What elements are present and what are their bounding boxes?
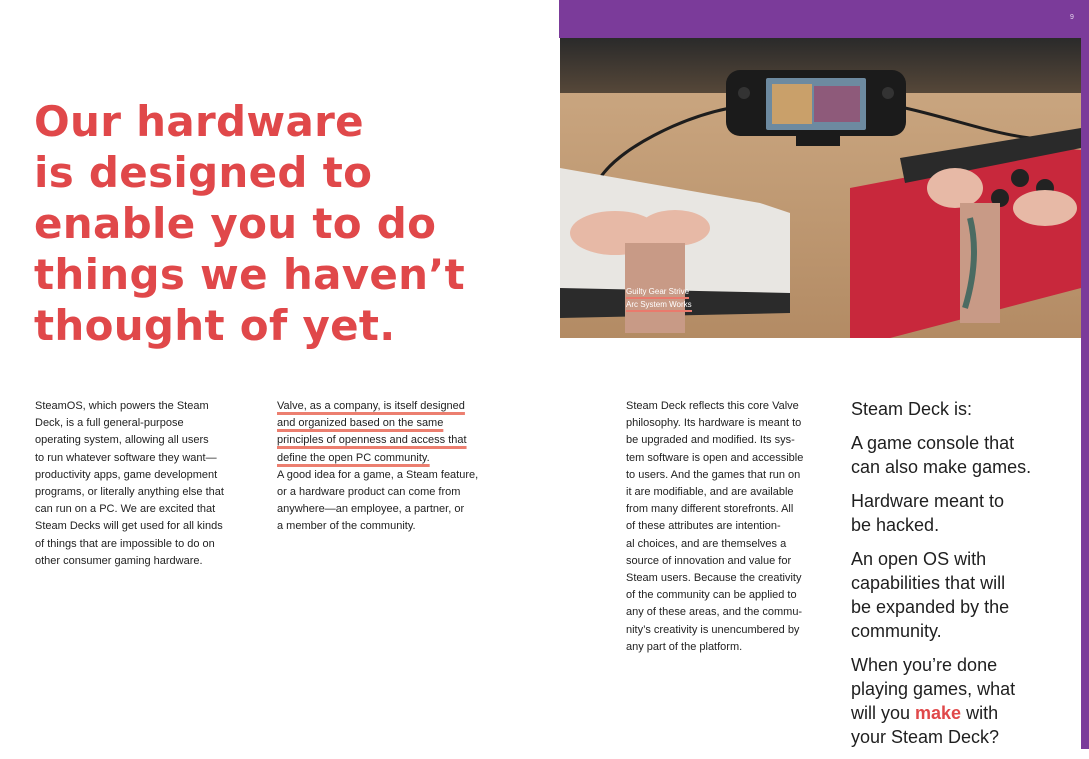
highlight-line: and organized based on the same — [277, 417, 444, 430]
list-item-line: When you’re done — [851, 655, 998, 675]
body-line: anywhere—an employee, a partner, or — [277, 503, 465, 516]
body-line: philosophy. Its hardware is meant to — [626, 417, 802, 430]
highlight-line: define the open PC community. — [277, 451, 430, 464]
body-line: other consumer gaming hardware. — [35, 554, 203, 567]
steam-deck-is-list — [851, 397, 1076, 759]
body-line: can run on a PC. We are excited that — [35, 503, 216, 516]
list-item-line: capabilities that will — [851, 573, 1006, 593]
headline — [34, 96, 514, 351]
list-item-line: can also make games. — [851, 457, 1032, 477]
body-line: of things that are impossible to do on — [35, 537, 215, 550]
body-line: tem software is open and accessible — [626, 451, 804, 464]
body-line: from many different storefronts. All — [626, 503, 794, 516]
body-line: it are modifiable, and are available — [626, 486, 794, 499]
body-line: source of innovation and value for — [626, 554, 792, 567]
list-item — [851, 489, 1076, 537]
steam-deck-photo — [560, 38, 1081, 338]
body-line: to run whatever software they want— — [35, 451, 217, 464]
body-line: Steam users. Because the creativity — [626, 572, 802, 585]
body-column-3 — [626, 398, 831, 656]
body-line: be upgraded and modified. Its sys- — [626, 434, 795, 447]
body-line: operating system, allowing all users — [35, 434, 209, 447]
list-item-line: A game console that — [851, 433, 1015, 453]
body-line: programs, or literally anything else that — [35, 486, 224, 499]
highlight-line: principles of openness and access that — [277, 434, 467, 447]
header-bar — [559, 0, 1089, 38]
list-item-line: Hardware meant to — [851, 491, 1005, 511]
headline-line: things we haven’t — [34, 250, 466, 299]
make-emphasis: make — [915, 703, 962, 723]
headline-line: is designed to — [34, 148, 373, 197]
list-item-line — [851, 701, 1076, 725]
headline-line: Our hardware — [34, 97, 364, 146]
page-number: 9 — [1070, 14, 1074, 21]
list-heading: Steam Deck is: — [851, 399, 973, 419]
caption-line: Arc System Works — [626, 299, 692, 312]
list-item — [851, 653, 1076, 749]
body-line: nity’s creativity is unencumbered by — [626, 623, 800, 636]
body-line: to users. And the games that run on — [626, 468, 801, 481]
body-column-1 — [35, 398, 255, 570]
list-item-line: community. — [851, 621, 942, 641]
body-line: of these attributes are intention- — [626, 520, 781, 533]
body-line: al choices, and are themselves a — [626, 537, 787, 550]
body-line: Deck, is a full general-purpose — [35, 417, 184, 430]
body-line: A good idea for a game, a Steam feature, — [277, 468, 479, 481]
list-item-line: be hacked. — [851, 515, 940, 535]
highlight-line: Valve, as a company, is itself designed — [277, 400, 465, 412]
headline-line: thought of yet. — [34, 301, 396, 350]
body-line: SteamOS, which powers the Steam — [35, 400, 209, 412]
headline-line: enable you to do — [34, 199, 437, 248]
list-item-line: playing games, what — [851, 679, 1016, 699]
text-segment: with — [961, 703, 999, 723]
list-item — [851, 431, 1076, 479]
body-column-2 — [277, 398, 502, 536]
photo-caption — [626, 286, 692, 312]
caption-line: Guilty Gear Strive — [626, 286, 689, 299]
body-line: productivity apps, game development — [35, 468, 218, 481]
text-segment: will you — [851, 703, 916, 723]
list-item-line: your Steam Deck? — [851, 727, 1000, 747]
list-item-line: be expanded by the — [851, 597, 1010, 617]
body-line: of the community can be applied to — [626, 589, 797, 602]
body-line: a member of the community. — [277, 520, 416, 533]
list-item-line: An open OS with — [851, 549, 987, 569]
body-line: or a hardware product can come from — [277, 486, 461, 499]
body-line: any of these areas, and the commu- — [626, 606, 803, 619]
body-line: Steam Deck reflects this core Valve — [626, 400, 799, 412]
body-line: Steam Decks will get used for all kinds — [35, 520, 223, 533]
body-line: any part of the platform. — [626, 640, 743, 653]
side-bar — [1081, 38, 1089, 749]
list-item — [851, 547, 1076, 643]
